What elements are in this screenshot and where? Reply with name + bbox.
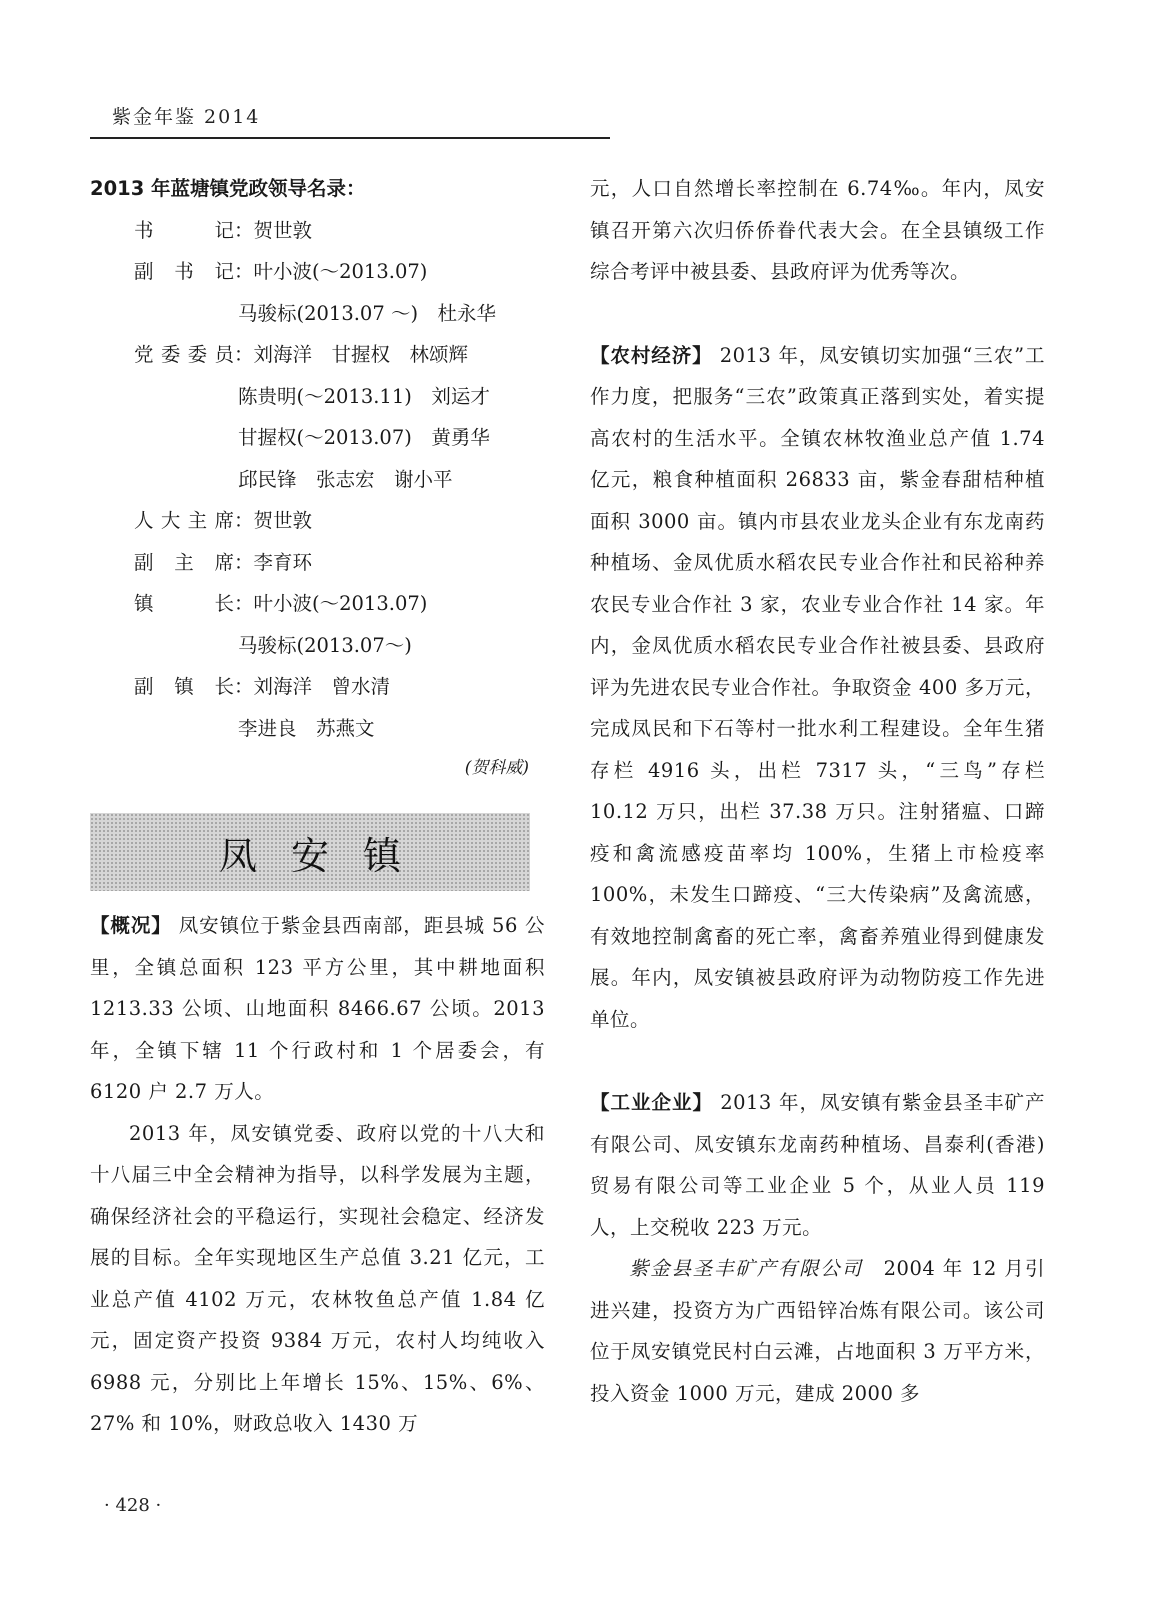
leader-names: 陈贵明(～2013.11) 刘运才: [238, 384, 490, 408]
continued-paragraph: 元，人口自然增长率控制在 6.74‰。年内，凤安镇召开第六次归侨侨眷代表大会。在全县镇级工作综合考评中被县委、县政府评为优秀等次。: [590, 177, 1045, 283]
leader-row: [90, 459, 545, 501]
economy-paragraph: 2013 年，凤安镇党委、政府以党的十八大和十八届三中全会精神为指导，以科学发展为主题，确保经济社会的平稳运行，实现社会稳定、经济发展的目标。全年实现地区生产总值 3.21 亿元，工业总产值 4102 万元，农林牧鱼总产值 1.84 亿元，固定资产投资 9384 万元，农村人均纯收入 6988 元，分别比上年增长 15%、15%、6%、27% 和 10%，财政总收入 1430 万: [90, 1121, 545, 1435]
company-name: 紫金县圣丰矿产有限公司: [629, 1257, 863, 1280]
leaders-list: [90, 210, 545, 750]
leader-names: 马骏标(2013.07～): [238, 633, 412, 657]
overview-paragraph: 【概况】 凤安镇位于紫金县西南部，距县城 56 公里，全镇总面积 123 平方公里，其中耕地面积 1213.33 公顷、山地面积 8466.67 公顷。2013 年，全镇下辖 11 个行政村和 1 个居委会，有 6120 户 2.7 万人。: [90, 914, 545, 1103]
header-rule: [90, 137, 610, 139]
leader-role: 人 大 主 席: [134, 509, 234, 532]
rural-economy-tag: 【农村经济】: [590, 343, 713, 367]
leader-row: [90, 376, 545, 418]
company-paragraph: 紫金县圣丰矿产有限公司 2004 年 12 月引进兴建，投资方为广西铅锌冶炼有限公司。该公司位于凤安镇党民村白云滩，占地面积 3 万平方米，投入资金 1000 万元，建成 2000 多: [590, 1257, 1045, 1405]
leader-names: 马骏标(2013.07 ～) 杜永华: [238, 301, 497, 325]
rural-economy-paragraph: 【农村经济】 2013 年，凤安镇切实加强“三农”工作力度，把服务“三农”政策真正落到实处，着实提高农村的生活水平。全镇农林牧渔业总产值 1.74 亿元，粮食种植面积 26833 亩，紫金春甜桔种植面积 3000 亩。镇内市县农业龙头企业有东龙南药种植场、金凤优质水稻农民专业合作社和民裕种养农民专业合作社 3 家，农业专业合作社 14 家。年内，金凤优质水稻农民专业合作社被县委、县政府评为先进农民专业合作社。争取资金 400 多万元，完成凤民和下石等村一批水利工程建设。全年生猪存栏 4916 头，出栏 7317 头，“三鸟”存栏 10.12 万只，出栏 37.38 万只。注射猪瘟、口蹄疫和禽流感疫苗率均 100%，生猪上市检疫率 100%，未发生口蹄疫、“三大传染病”及禽流感，有效地控制禽畜的死亡率，禽畜养殖业得到健康发展。年内，凤安镇被县政府评为动物防疫工作先进单位。: [590, 343, 1045, 1031]
page-number: · 428 ·: [104, 1495, 162, 1516]
leader-names: 李进良 苏燕文: [238, 716, 375, 740]
leader-row: 书 记 ： 贺世敦: [90, 210, 545, 252]
leader-role: 副 主 席: [134, 550, 234, 574]
right-column: [590, 168, 1045, 1414]
leader-names: 贺世敦: [253, 218, 313, 242]
leader-names: 邱民锋 张志宏 谢小平: [238, 467, 453, 491]
leader-row: [90, 708, 545, 750]
leader-names: 刘海洋 曾水清: [253, 675, 391, 698]
leader-names: 叶小波(～2013.07): [253, 592, 428, 615]
leader-row: 镇 长 ： 叶小波(～2013.07): [90, 583, 545, 625]
leader-row: 副 书 记 ： 叶小波(～2013.07): [90, 251, 545, 293]
leader-names: 贺世敦: [253, 509, 313, 532]
section-title: 凤安镇: [218, 833, 435, 878]
leader-row: [90, 417, 545, 459]
leader-row: 副 镇 长 ： 刘海洋 曾水清: [90, 666, 545, 708]
leader-role: 镇 长: [134, 592, 234, 615]
leader-row: 人 大 主 席 ： 贺世敦: [90, 500, 545, 542]
leader-role: 副 书 记: [134, 260, 234, 283]
leader-names: 刘海洋 甘握权 林颂辉: [253, 343, 469, 366]
left-column: [90, 168, 545, 1445]
overview-tag: 【概况】: [90, 914, 172, 937]
leader-role: 书 记: [134, 218, 234, 242]
leader-row: 党 委 委 员 ： 刘海洋 甘握权 林颂辉: [90, 334, 545, 376]
leader-role: 副 镇 长: [134, 675, 234, 698]
industry-paragraph: 【工业企业】 2013 年，凤安镇有紫金县圣丰矿产有限公司、凤安镇东龙南药种植场、昌泰利(香港)贸易有限公司等工业企业 5 个，从业人员 119 人，上交税收 223 万元。: [590, 1091, 1045, 1239]
credit: (贺科威): [464, 758, 529, 778]
leader-names: 叶小波(～2013.07): [253, 260, 428, 283]
section-banner: [90, 813, 530, 891]
industry-tag: 【工业企业】: [590, 1091, 713, 1114]
leader-names: 甘握权(～2013.07) 黄勇华: [238, 426, 490, 449]
leader-names: 李育环: [253, 550, 313, 574]
leaders-list-title: 2013 年蓝塘镇党政领导名录：: [90, 177, 366, 200]
leader-row: 副 主 席 ： 李育环: [90, 542, 545, 584]
leader-role: 党 委 委 员: [134, 343, 234, 366]
leader-row: [90, 625, 545, 667]
running-header: 紫金年鉴 2014: [112, 106, 261, 128]
leader-row: [90, 293, 545, 335]
